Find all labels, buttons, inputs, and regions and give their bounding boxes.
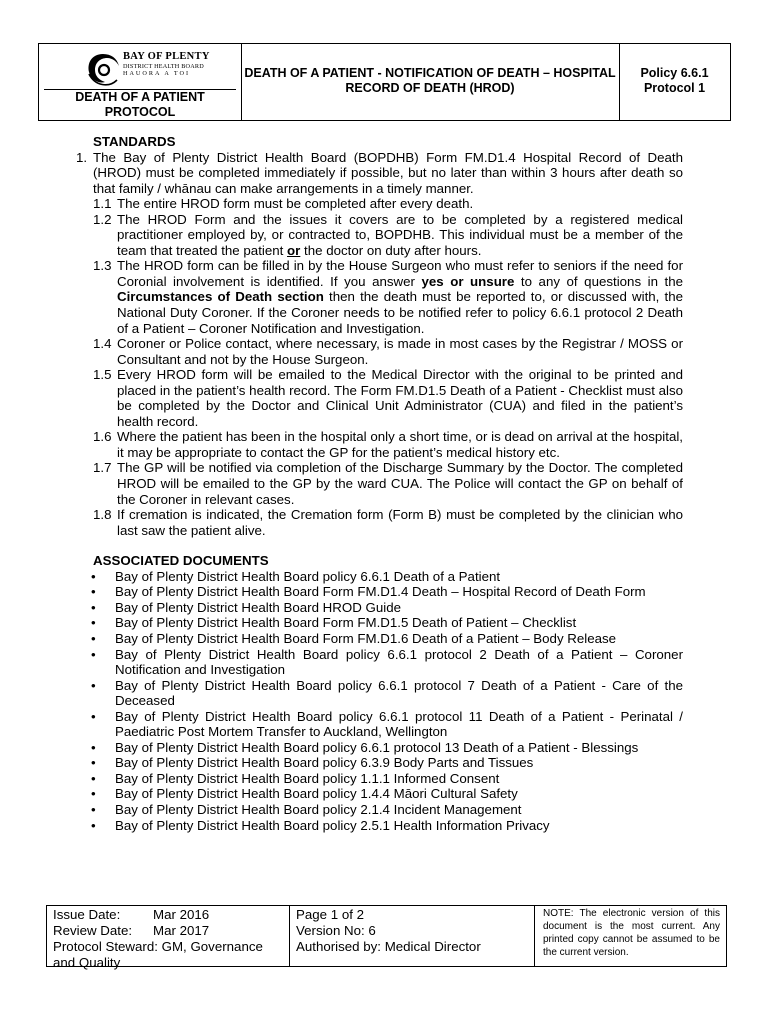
logo-line2: DISTRICT HEALTH BOARD (123, 62, 204, 70)
document-body (76, 134, 684, 833)
header-left-cell (39, 44, 242, 120)
electronic-version-note: NOTE: The electronic version of this document is the most current. Any printed copy cannot be assumed to be the current version. (543, 908, 720, 958)
associated-document-item (93, 709, 683, 740)
bullet: • (91, 755, 96, 771)
page-number: Page 1 of 2 (296, 907, 365, 922)
bullet: • (91, 646, 96, 662)
header-table (38, 43, 731, 121)
bullet: • (91, 568, 96, 584)
header-right-cell (619, 44, 730, 120)
bullet: • (91, 584, 96, 600)
issue-date-label: Issue Date: (53, 907, 121, 922)
associated-document-item (93, 802, 683, 818)
associated-documents-heading: ASSOCIATED DOCUMENTS (93, 553, 269, 569)
associated-document-item (93, 818, 683, 834)
associated-document-item (93, 615, 683, 631)
sub-item-1-7: 1.7 The GP will be notified via completion of the Discharge Summary by the Doctor. The completed HROD will be emailed to the GP by the ward CUA. The Police will contact the GP on behalf of the Coroner in relevant cases. (93, 460, 683, 507)
footer-note-cell (535, 906, 726, 966)
bopdhb-logo (85, 50, 245, 92)
sub-item-1-6: 1.6 Where the patient has been in the hospital only a short time, or is dead on arrival at the hospital, it may be appropriate to contact the GP for the patient’s medical history etc. (93, 429, 683, 460)
associated-document-item (93, 771, 683, 787)
associated-document-item (93, 786, 683, 802)
protocol-steward: Protocol Steward: GM, Governance and Quality (53, 939, 263, 970)
associated-document-text: Bay of Plenty District Health Board policy 6.6.1 Death of a Patient (115, 568, 501, 584)
bullet: • (91, 599, 96, 615)
footer-version-cell (290, 906, 535, 966)
page-title: DEATH OF A PATIENT - NOTIFICATION OF DEATH – HOSPITAL RECORD OF DEATH (HROD) (244, 66, 616, 95)
bullet: • (91, 739, 96, 755)
item-text: The Bay of Plenty District Health Board (BOPDHB) Form FM.D1.4 Hospital Record of Death (HROD) must be completed immediately if possible, but no later than within 3 hours after death so that family / whānau can make arrangements in a timely manner. (93, 149, 683, 196)
associated-document-text: Bay of Plenty District Health Board Form FM.D1.6 Death of a Patient – Body Release (115, 630, 617, 646)
bullet: • (91, 708, 96, 724)
policy-number: Policy 6.6.1 (640, 66, 709, 80)
sub-item-1-1: 1.1 The entire HROD form must be completed after every death. (93, 196, 474, 212)
associated-document-item (93, 678, 683, 709)
associated-document-item (93, 740, 683, 756)
associated-document-text: Bay of Plenty District Health Board Form FM.D1.5 Death of Patient – Checklist (115, 615, 577, 631)
footer-table (46, 905, 727, 970)
bullet: • (91, 677, 96, 693)
associated-document-text: Bay of Plenty District Health Board policy 6.6.1 protocol 11 Death of a Patient - Perinatal / Paediatric Post Mortem Transfer to Auckland, Wellington (115, 708, 683, 740)
logo-swirl-icon (85, 50, 121, 90)
associated-document-text: Bay of Plenty District Health Board policy 1.4.4 Māori Cultural Safety (115, 786, 518, 802)
bullet: • (91, 817, 96, 833)
associated-document-item (93, 569, 683, 585)
issue-date-value: Mar 2016 (153, 907, 210, 922)
header-center-cell (241, 44, 620, 120)
associated-document-text: Bay of Plenty District Health Board policy 2.5.1 Health Information Privacy (115, 817, 550, 833)
sub-item-1-8: 1.8 If cremation is indicated, the Cremation form (Form B) must be completed by the clinician who last saw the patient alive. (93, 507, 683, 538)
bullet: • (91, 801, 96, 817)
sub-item-1-4: 1.4 Coroner or Police contact, where necessary, is made in most cases by the Registrar / MOSS or Consultant and not by the House Surgeon. (93, 336, 683, 367)
associated-document-item (93, 647, 683, 678)
version-number: Version No: 6 (296, 923, 376, 938)
logo-line3: HAUORA A TOI (123, 69, 191, 77)
associated-documents-list (93, 569, 683, 833)
footer-dates-cell (47, 906, 290, 970)
sub-item-1-3: 1.3 The HROD form can be filled in by the House Surgeon who must refer to seniors if the need for Coronial involvement is identified. If you answer yes or unsure to any of questions in the Circumstances of Death section then the death must be reported to, or discussed with, the National Duty Coroner. If the Coroner needs to be notified refer to policy 6.6.1 protocol 2 Death of a Patient – Coroner Notification and Investigation. (93, 258, 684, 336)
logo-line1: BAY OF PLENTY (123, 51, 210, 62)
standard-item-1 (76, 149, 683, 197)
bullet: • (91, 615, 96, 631)
associated-document-item (93, 755, 683, 771)
associated-document-text: Bay of Plenty District Health Board policy 6.3.9 Body Parts and Tissues (115, 755, 534, 771)
associated-document-text: Bay of Plenty District Health Board policy 6.6.1 protocol 2 Death of a Patient – Coroner Notification and Investigation (115, 646, 683, 678)
doc-type-title: DEATH OF A PATIENT PROTOCOL (75, 90, 205, 119)
bullet: • (91, 630, 96, 646)
review-date-label: Review Date: (53, 923, 133, 938)
bullet: • (91, 770, 96, 786)
associated-document-text: Bay of Plenty District Health Board Form FM.D1.4 Death – Hospital Record of Death Form (115, 584, 646, 600)
review-date-value: Mar 2017 (153, 923, 210, 938)
authorised-by: Authorised by: Medical Director (296, 939, 481, 954)
associated-document-item (93, 600, 683, 616)
associated-document-text: Bay of Plenty District Health Board policy 1.1.1 Informed Consent (115, 770, 500, 786)
bullet: • (91, 786, 96, 802)
protocol-number: Protocol 1 (643, 81, 706, 95)
sub-item-1-5: 1.5 Every HROD form will be emailed to the Medical Director with the original to be printed and placed in the patient’s health record. The Form FM.D1.5 Death of a Patient - Checklist must also be completed by the Doctor and Clinical Unit Administrator (CUA) and filed in the patient’s health record. (93, 367, 683, 429)
sub-item-1-2: 1.2 The HROD Form and the issues it covers are to be completed by a registered medical practitioner employed by, or contracted to, BOPDHB. This individual must be a member of the team that treated the patient or the doctor on duty after hours. (93, 211, 683, 258)
associated-document-text: Bay of Plenty District Health Board policy 6.6.1 protocol 13 Death of a Patient - Blessings (115, 739, 639, 755)
associated-document-text: Bay of Plenty District Health Board HROD Guide (115, 599, 401, 615)
associated-document-text: Bay of Plenty District Health Board policy 2.1.4 Incident Management (115, 801, 522, 817)
associated-document-item (93, 631, 683, 647)
associated-document-item (93, 584, 683, 600)
associated-document-text: Bay of Plenty District Health Board policy 6.6.1 protocol 7 Death of a Patient - Care of the Deceased (115, 677, 683, 709)
item-number: 1. (76, 149, 88, 165)
standards-heading: STANDARDS (93, 134, 176, 149)
